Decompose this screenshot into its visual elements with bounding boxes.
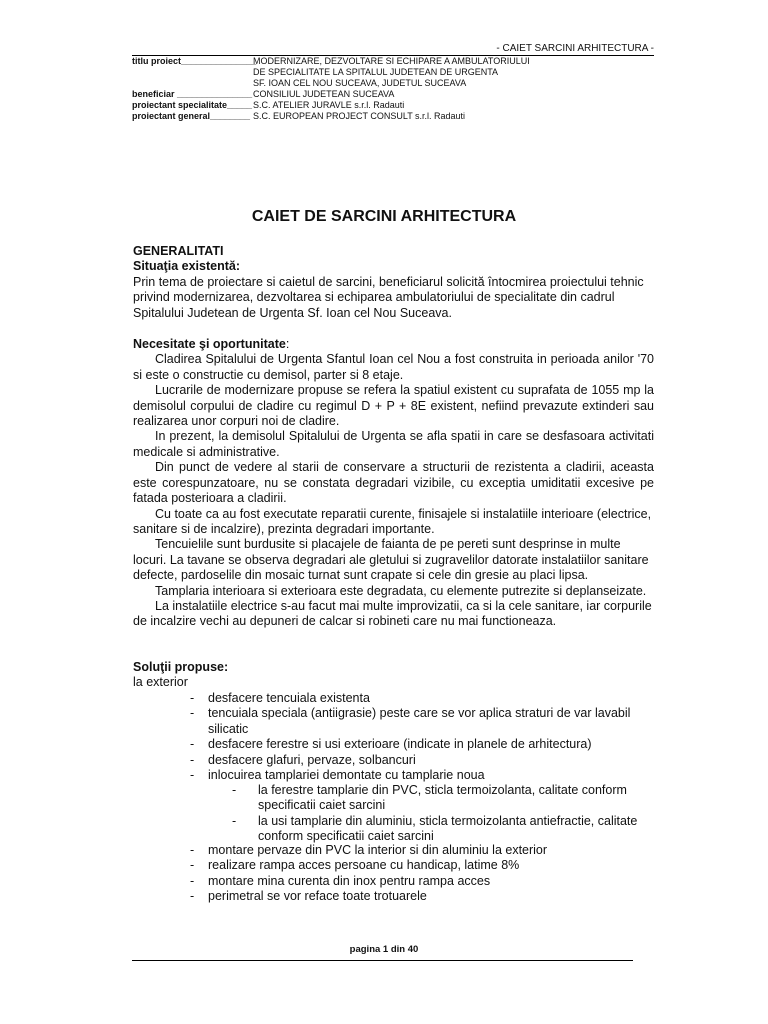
list-dash: - [190, 706, 195, 721]
list-dash: - [190, 889, 195, 904]
meta-project-line-1: MODERNIZARE, DEZVOLTARE SI ECHIPARE A AMBULATORIULUI [253, 56, 530, 66]
meta-project-line-2: DE SPECIALITATE LA SPITALUL JUDETEAN DE URGENTA [253, 67, 499, 77]
necesitate-paragraph: Tamplaria interioara si exterioara este degradata, cu elemente putrezite si deplanseizate. [155, 583, 647, 598]
solutii-block [133, 660, 654, 691]
solutions-list-continued [190, 843, 654, 905]
list-dash: - [190, 737, 195, 752]
situatia-heading: Situaţia existentă: [133, 259, 240, 274]
meta-general-label: proiectant general________ [132, 111, 251, 121]
list-item [190, 843, 654, 858]
list-dash: - [190, 873, 195, 888]
list-item [190, 691, 654, 706]
situatia-paragraph: Prin tema de proiectare si caietul de sarcini, beneficiarul solicită întocmirea proiectului tehnic privind modernizarea, dezvoltarea si echiparea ambulatoriului de specialitate din cadrul Spitalului Judetean de Urgenta Sf. Ioan cel Nou Suceava. [133, 274, 644, 320]
necesitate-paragraph: Lucrarile de modernizare propuse se refera la spatiul existent cu suprafata de 1055 mp la demisolul corpului de cladire cu regimul D + P + 8E existent, nefiind prevazute extinderi sau realizarea unor corpuri noi de cladire. [133, 383, 654, 429]
list-dash: - [190, 691, 195, 705]
footer-rule [132, 960, 633, 961]
sub-list-item-text: la usi tamplarie din aluminiu, sticla termoizolanta antiefractie, calitate conform specificatii caiet sarcini [258, 813, 638, 844]
list-dash: - [190, 768, 195, 783]
list-item [190, 706, 654, 737]
necesitate-paragraph: In prezent, la demisolul Spitalului de Urgenta se afla spatii in care se desfasoara activitati medicale si administrative. [133, 429, 654, 459]
page-number: pagina 1 din 40 [349, 944, 419, 955]
necesitate-paragraph: La instalatiile electrice s-au facut mai multe improvizatii, ca si la cele sanitare, iar corpurile de incalzire vechi au depuneri de calcar si robineti care nu mai functioneaza. [133, 598, 652, 629]
list-item [190, 753, 654, 768]
list-item-text: desfacere tencuiala existenta [208, 691, 370, 705]
list-dash: - [190, 843, 195, 857]
list-item-text: inlocuirea tamplariei demontate cu tamplarie noua [208, 768, 485, 783]
meta-beneficiary-label: beneficiar _______________ [132, 89, 253, 99]
meta-specialty-label: proiectant specialitate_____ [132, 100, 253, 110]
meta-beneficiary-value: CONSILIUL JUDETEAN SUCEAVA [253, 89, 395, 99]
necesitate-heading-line [133, 337, 654, 352]
list-item-text: realizare rampa acces persoane cu handicap, latime 8% [208, 858, 520, 873]
necesitate-paragraph: Din punct de vedere al starii de conservare a structurii de rezistenta a cladirii, aceasta este corespunzatoare, nu se constata degradari vizibile, cu exceptia umiditatii excesive pe fatada posterioara a cladirii. [133, 460, 654, 506]
list-item [190, 889, 654, 904]
list-dash: - [190, 858, 195, 873]
list-item-text: montare mina curenta din inox pentru rampa acces [208, 873, 491, 888]
running-header: - CAIET SARCINI ARHITECTURA - [496, 43, 654, 54]
meta-general-value: S.C. EUROPEAN PROJECT CONSULT s.r.l. Radauti [253, 111, 466, 121]
la-exterior-label: la exterior [133, 675, 188, 690]
list-item-text: perimetral se vor reface toate trotuarele [208, 889, 427, 904]
meta-specialty-value: S.C. ATELIER JURAVLE s.r.l. Radauti [253, 100, 405, 110]
list-dash: - [190, 752, 195, 767]
list-item-text: desfacere glafuri, pervaze, solbancuri [208, 752, 416, 767]
sub-list-item [232, 814, 654, 845]
document-title: CAIET DE SARCINI ARHITECTURA [251, 208, 517, 225]
necesitate-paragraph: Cladirea Spitalului de Urgenta Sfantul Ioan cel Nou a fost construita in perioada anilor '70 si este o constructie cu demisol, parter si 8 etaje. [133, 352, 654, 382]
meta-project-line-3: SF. IOAN CEL NOU SUCEAVA, JUDETUL SUCEAVA [253, 78, 467, 88]
list-item-text: tencuiala speciala (antiigrasie) peste care se vor aplica straturi de var lavabil silicatic [208, 706, 631, 736]
necesitate-colon: : [285, 337, 290, 352]
solutions-list [190, 691, 654, 783]
necesitate-paragraph: Cu toate ca au fost executate reparatii curente, finisajele si instalatiile interioare (electrice, sanitare si de incalzire), prezinta degradari importante. [133, 506, 652, 536]
meta-project-label: titlu proiect_______________ [132, 56, 257, 66]
list-item [190, 768, 654, 783]
list-item [190, 858, 654, 873]
list-item-text: montare pervaze din PVC la interior si din aluminiu la exterior [208, 843, 548, 857]
sub-list-item [232, 783, 654, 814]
solutii-heading: Soluţii propuse: [133, 660, 229, 674]
list-dash: - [232, 783, 237, 797]
necesitate-paragraph: Tencuielile sunt burdusite si placajele de faianta de pe pereti sunt desprinse in multe locuri. La tavane se observa degradari ale gletului si zugravelilor datorate instalatiilor sanitare defecte, pardoselile din mosaic turnat sunt crapate si cele din gresie au placi lipsa. [133, 537, 649, 583]
list-item-text: desfacere ferestre si usi exterioare (indicate in planele de arhitectura) [208, 737, 592, 752]
list-item [190, 737, 654, 752]
sub-solutions-list [232, 783, 654, 845]
necesitate-heading: Necesitate şi oportunitate [133, 337, 286, 352]
list-dash: - [232, 813, 237, 828]
list-item [190, 874, 654, 889]
document-body [133, 244, 654, 630]
sub-list-item-text: la ferestre tamplarie din PVC, sticla termoizolanta, calitate conform specificatii caiet sarcini [258, 783, 627, 813]
section-heading: GENERALITATI [133, 244, 224, 258]
